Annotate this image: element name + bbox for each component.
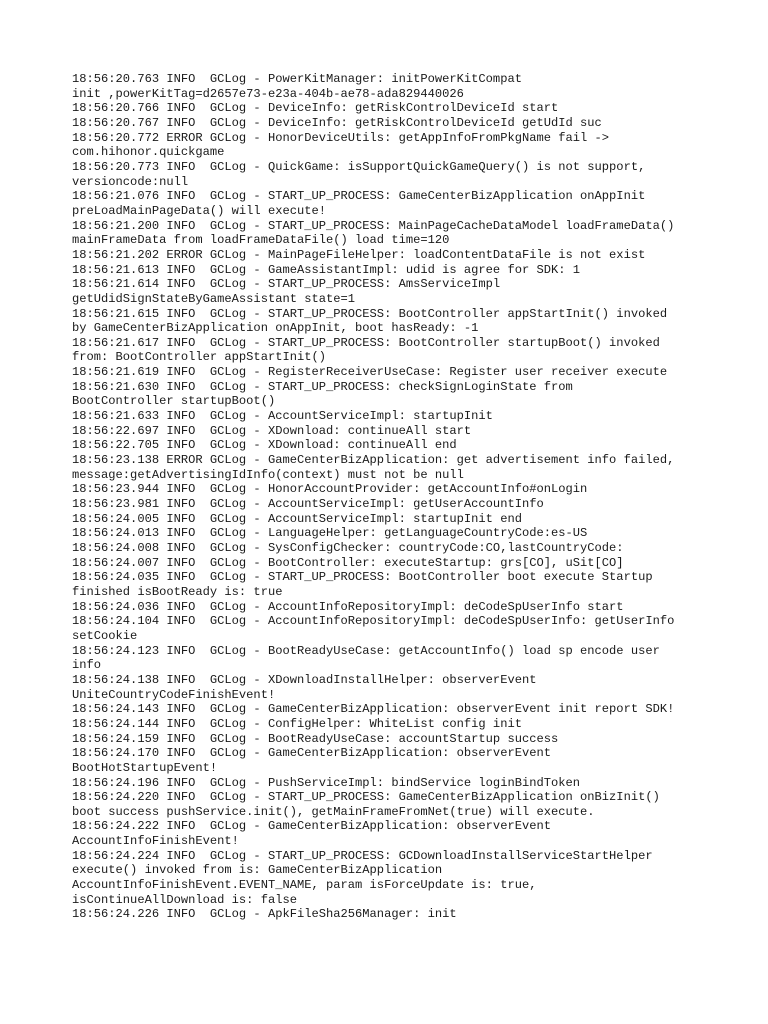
log-line: 18:56:24.196 INFO GCLog - PushServiceImpl: bindService loginBindToken	[72, 775, 581, 790]
log-line: setCookie	[72, 628, 138, 643]
log-line: 18:56:21.617 INFO GCLog - START_UP_PROCESS: BootController startupBoot() invoked	[72, 335, 660, 350]
log-line: init ,powerKitTag=d2657e73-e23a-404b-ae78-ada829440026	[72, 86, 464, 101]
log-line: 18:56:24.170 INFO GCLog - GameCenterBizApplication: observerEvent	[72, 746, 551, 761]
log-line: BootHotStartupEvent!	[72, 760, 218, 775]
log-line: 18:56:24.005 INFO GCLog - AccountServiceImpl: startupInit end	[72, 511, 522, 526]
log-line: AccountInfoFinishEvent!	[72, 834, 239, 849]
log-line: 18:56:21.633 INFO GCLog - AccountServiceImpl: startupInit	[72, 409, 493, 424]
log-line: 18:56:24.224 INFO GCLog - START_UP_PROCESS: GCDownloadInstallServiceStartHelper	[72, 848, 653, 863]
log-line: 18:56:21.613 INFO GCLog - GameAssistantImpl: udid is agree for SDK: 1	[72, 262, 581, 277]
log-line: 18:56:24.123 INFO GCLog - BootReadyUseCase: getAccountInfo() load sp encode user	[72, 643, 660, 658]
log-line: isContinueAllDownload is: false	[72, 892, 297, 907]
log-line: 18:56:22.705 INFO GCLog - XDownload: continueAll end	[72, 438, 457, 453]
log-line: versioncode:null	[72, 174, 189, 189]
log-line: finished isBootReady is: true	[72, 584, 283, 599]
log-line: 18:56:24.159 INFO GCLog - BootReadyUseCase: accountStartup success	[72, 731, 559, 746]
log-line: 18:56:22.697 INFO GCLog - XDownload: continueAll start	[72, 423, 472, 438]
log-line: getUdidSignStateByGameAssistant state=1	[72, 291, 356, 306]
log-line: from: BootController appStartInit()	[72, 350, 327, 365]
log-line: preLoadMainPageData() will execute!	[72, 203, 327, 218]
log-line: 18:56:20.767 INFO GCLog - DeviceInfo: getRiskControlDeviceId getUdId suc	[72, 115, 602, 130]
log-line: 18:56:21.614 INFO GCLog - START_UP_PROCESS: AmsServiceImpl	[72, 277, 501, 292]
log-line: 18:56:23.981 INFO GCLog - AccountServiceImpl: getUserAccountInfo	[72, 497, 544, 512]
log-line: 18:56:23.944 INFO GCLog - HonorAccountProvider: getAccountInfo#onLogin	[72, 482, 588, 497]
log-line: mainFrameData from loadFrameDataFile() load time=120	[72, 233, 450, 248]
log-line: 18:56:21.619 INFO GCLog - RegisterReceiverUseCase: Register user receiver execute	[72, 365, 668, 380]
log-line: execute() invoked from is: GameCenterBizApplication	[72, 863, 443, 878]
log-line: AccountInfoFinishEvent.EVENT_NAME, param isForceUpdate is: true,	[72, 878, 537, 893]
log-line: 18:56:21.076 INFO GCLog - START_UP_PROCESS: GameCenterBizApplication onAppInit	[72, 189, 646, 204]
log-line: 18:56:24.220 INFO GCLog - START_UP_PROCESS: GameCenterBizApplication onBizInit()	[72, 790, 660, 805]
log-line: info	[72, 658, 102, 673]
log-line: 18:56:20.766 INFO GCLog - DeviceInfo: getRiskControlDeviceId start	[72, 101, 559, 116]
log-line: by GameCenterBizApplication onAppInit, boot hasReady: -1	[72, 321, 479, 336]
log-line: 18:56:21.630 INFO GCLog - START_UP_PROCESS: checkSignLoginState from	[72, 379, 573, 394]
log-line: 18:56:20.763 INFO GCLog - PowerKitManager: initPowerKitCompat	[72, 72, 522, 86]
log-line: 18:56:24.222 INFO GCLog - GameCenterBizApplication: observerEvent	[72, 819, 551, 834]
log-line: 18:56:24.008 INFO GCLog - SysConfigChecker: countryCode:CO,lastCountryCode:	[72, 541, 624, 555]
log-line: 18:56:21.615 INFO GCLog - START_UP_PROCESS: BootController appStartInit() invoked	[72, 306, 668, 321]
log-line: 18:56:20.772 ERROR GCLog - HonorDeviceUtils: getAppInfoFromPkgName fail ->	[72, 130, 610, 145]
log-text-block	[72, 72, 712, 922]
log-line: 18:56:24.226 INFO GCLog - ApkFileSha256Manager: init	[72, 907, 457, 922]
log-line: 18:56:24.143 INFO GCLog - GameCenterBizApplication: observerEvent init report SDK!	[72, 702, 675, 717]
log-line: 18:56:24.144 INFO GCLog - ConfigHelper: WhiteList config init	[72, 716, 522, 731]
log-line: 18:56:24.035 INFO GCLog - START_UP_PROCESS: BootController boot execute Startup	[72, 570, 653, 585]
log-line: 18:56:24.036 INFO GCLog - AccountInfoRepositoryImpl: deCodeSpUserInfo start	[72, 599, 624, 614]
log-line: BootController startupBoot()	[72, 394, 276, 409]
log-line: com.hihonor.quickgame	[72, 145, 225, 160]
log-line: 18:56:23.138 ERROR GCLog - GameCenterBizApplication: get advertisement info failed,	[72, 453, 675, 468]
log-line: 18:56:24.104 INFO GCLog - AccountInfoRepositoryImpl: deCodeSpUserInfo: getUserInfo	[72, 614, 675, 629]
log-line: 18:56:21.202 ERROR GCLog - MainPageFileHelper: loadContentDataFile is not exist	[72, 247, 646, 262]
log-line: 18:56:24.007 INFO GCLog - BootController: executeStartup: grs[CO], uSit[CO]	[72, 555, 624, 570]
log-line: 18:56:21.200 INFO GCLog - START_UP_PROCESS: MainPageCacheDataModel loadFrameData()	[72, 218, 675, 233]
log-line: 18:56:24.013 INFO GCLog - LanguageHelper: getLanguageCountryCode:es-US	[72, 526, 588, 541]
log-line: message:getAdvertisingIdInfo(context) must not be null	[72, 467, 464, 482]
log-line: boot success pushService.init(), getMainFrameFromNet(true) will execute.	[72, 804, 595, 819]
log-line: 18:56:24.138 INFO GCLog - XDownloadInstallHelper: observerEvent	[72, 672, 537, 687]
log-line: UniteCountryCodeFinishEvent!	[72, 687, 276, 702]
log-line: 18:56:20.773 INFO GCLog - QuickGame: isSupportQuickGameQuery() is not support,	[72, 159, 646, 174]
